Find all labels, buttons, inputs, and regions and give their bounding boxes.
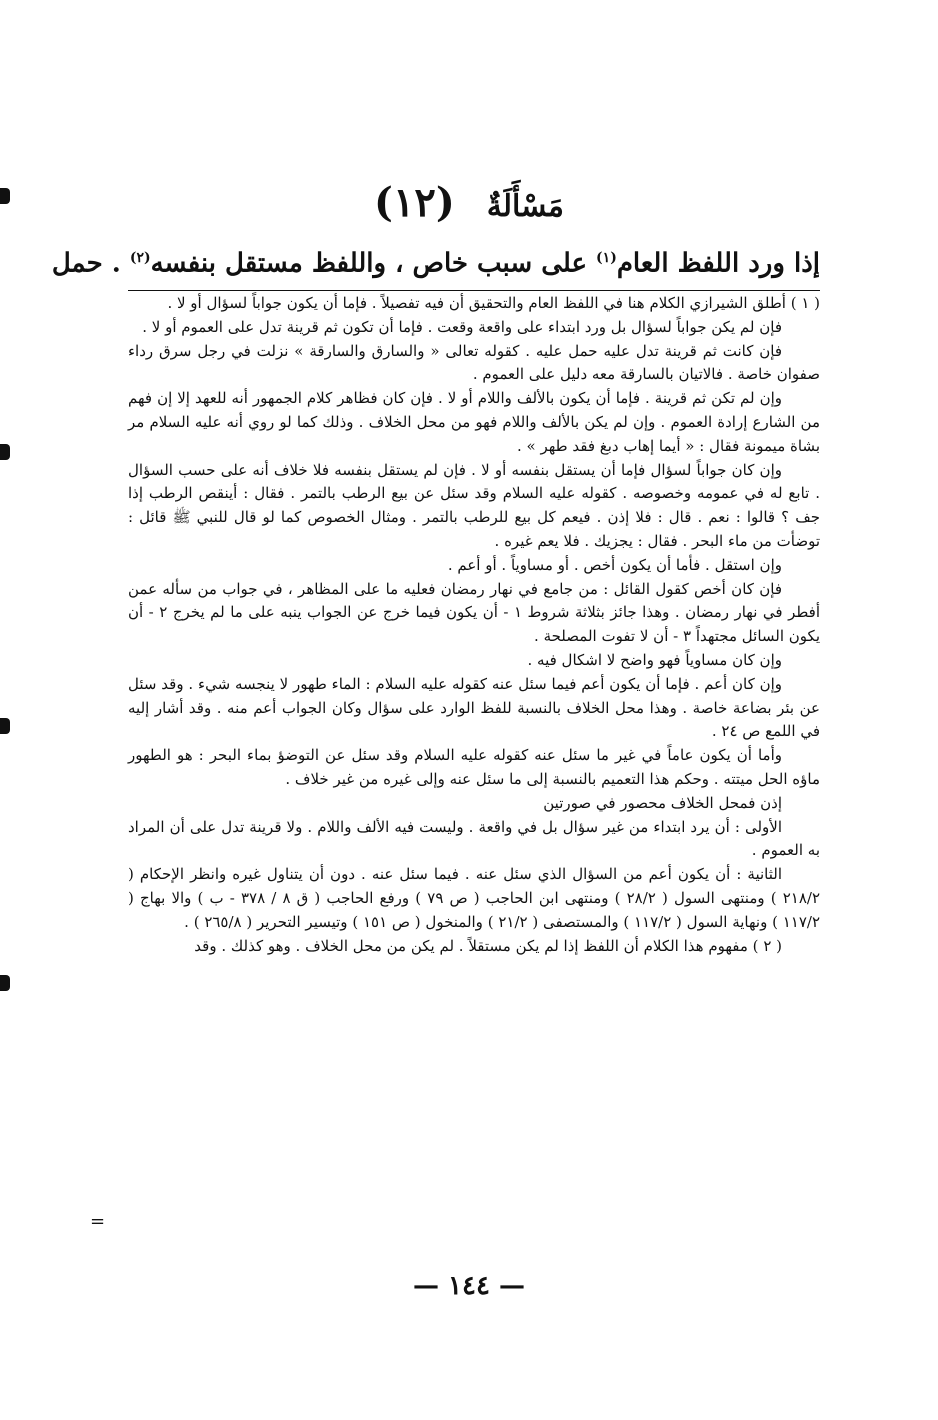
main-text-part: إذا ورد اللفظ العام — [616, 248, 820, 279]
footnote-paragraph: وإن كان جواباً لسؤال فإما أن يستقل بنفسه أو لا . فإن لم يستقل بنفسه فلا خلاف أنه على حسب السؤال . تابع له في عمومه وخصوصه . كقوله عليه السلام وقد سئل عن بيع الرطب بالتمر . فقال : أينقص الرطب إذا جف ؟ قالوا : نعم . قال : فلا إذن . فيعم كل بيع للرطب بالتمر . ومثال الخصوص كما لو قال للنبي ﷺ قائل : توضأت من ماء البحر . فقال : يجزيك . فلا يعم غيره . — [128, 460, 820, 550]
footnote-paragraph: ( ٢ ) مفهوم هذا الكلام أن اللفظ إذا لم يكن مستقلاً . لم يكن من محل الخلاف . وهو كذلك . وقد — [194, 936, 782, 955]
footnote-paragraph: إذن فمحل الخلاف محصور في صورتين — [543, 793, 782, 812]
page-number: — ١٤٤ — — [412, 1271, 526, 1301]
footnote-paragraph: وإن استقل . فأما أن يكون أخص . أو مساوياً . أو أعم . — [447, 555, 782, 574]
footnote-paragraph: الثانية : أن يكون أعم من السؤال الذي سئل عنه . فيما سئل عنه . دون أن يتناول غيره وانظر الإحكام ( ٢١٨/٢ ) ومنتهى السول ( ٢٨/٢ ) ومنتهى ابن الحاجب ( ص ٧٩ ) ورفع الحاجب ( ق ٨ / ٣٧٨ - ب ) والا بهاج ( ١١٧/٢ ) ونهاية السول ( ١١٧/٢ ) والمستصفى ( ٢١/٢ ) والمنخول ( ص ١٥١ ) وتيسير التحرير ( ٢٦٥/٨ ) . — [128, 865, 820, 931]
scan-edge-mark — [0, 975, 10, 991]
footnote-paragraph: ( ١ ) أطلق الشيرازي الكلام هنا في اللفظ العام والتحقيق أن فيه تفصيلاً . فإما أن يكون جواباً لسؤال أو لا . — [167, 294, 820, 312]
issue-heading-number: (١٢) — [374, 179, 455, 226]
footnote-separator — [128, 290, 820, 291]
footnote-paragraph: فإن لم يكن جواباً لسؤال بل ورد ابتداء على واقعة وقعت . فإما أن تكون ثم قرينة تدل على العموم أو لا . — [142, 317, 782, 336]
continuation-mark: = — [90, 1211, 106, 1232]
scan-edge-mark — [0, 444, 10, 460]
scan-edge-mark — [0, 718, 10, 734]
footnotes-block — [128, 292, 820, 958]
main-text-part: . حمل — [51, 248, 130, 279]
footnote-paragraph: فإن كان أخص كقول القائل : من جامع في نهار رمضان فعليه ما على المظاهر ، في جواب من سأله عمن أفطر في نهار رمضان . وهذا جائز بثلاثة شروط ١ - أن يكون فيما خرج عن الجواب ينبه على ما لم يخرج ٢ - أن يكون السائل مجتهداً ٣ - أن لا تفوت المصلحة . — [128, 579, 820, 646]
issue-heading — [0, 178, 938, 232]
footnote-paragraph: وإن كان مساوياً فهو واضح لا اشكال فيه . — [527, 650, 782, 669]
footnote-paragraph: وأما أن يكون عاماً في غير ما سئل عنه كقوله عليه السلام وقد سئل عن التوضؤ بماء البحر : هو الطهور ماؤه الحل ميتته . وحكم هذا التعميم بالنسبة إلى ما سئل عنه وإلى غيره من غير خلاف . — [128, 746, 820, 788]
main-text-line — [51, 238, 820, 284]
footnote-paragraph: وإن كان أعم . فإما أن يكون أعم فيما سئل عنه كقوله عليه السلام : الماء طهور لا ينجسه شيء . وقد سئل عن بئر بضاعة خاصة . وهذا محل الخلاف بالنسبة للفظ الوارد على سؤال وكان الجواب أعم منه . وقد أشار إليه في اللمع ص ٢٤ . — [128, 674, 820, 741]
main-text-part: على سبب خاص ، واللفظ مستقل بنفسه — [150, 248, 597, 279]
footnote-paragraph: الأولى : أن يرد ابتداء من غير سؤال بل في واقعة . وليست فيه الألف واللام . ولا قرينة تدل على أن المراد به العموم . — [128, 817, 820, 860]
issue-heading-word: مَسْأَلَةٌ — [486, 189, 564, 224]
footnote-paragraph: وإن لم تكن ثم قرينة . فإما أن يكون بالألف واللام أو لا . فإن كان فظاهر كلام الجمهور أنه للعهد إلا إن فهم من الشارع إرادة العموم . وإن لم يكن بالألف واللام فهو من محل الخلاف . وذلك كما لو روي أنه عليه السلام مر بشاة ميمونة فقال : « أيما إهاب دبغ فقد طهر » . — [128, 389, 820, 455]
footnote-ref: (٢) — [129, 250, 151, 266]
footnote-ref: (١) — [596, 250, 617, 266]
footnote-paragraph: فإن كانت ثم قرينة تدل عليه حمل عليه . كقوله تعالى « والسارق والسارقة » نزلت في رجل سرق رداء صفوان خاصة . فالاتيان بالسارقة معه دليل على العموم . — [128, 341, 820, 384]
